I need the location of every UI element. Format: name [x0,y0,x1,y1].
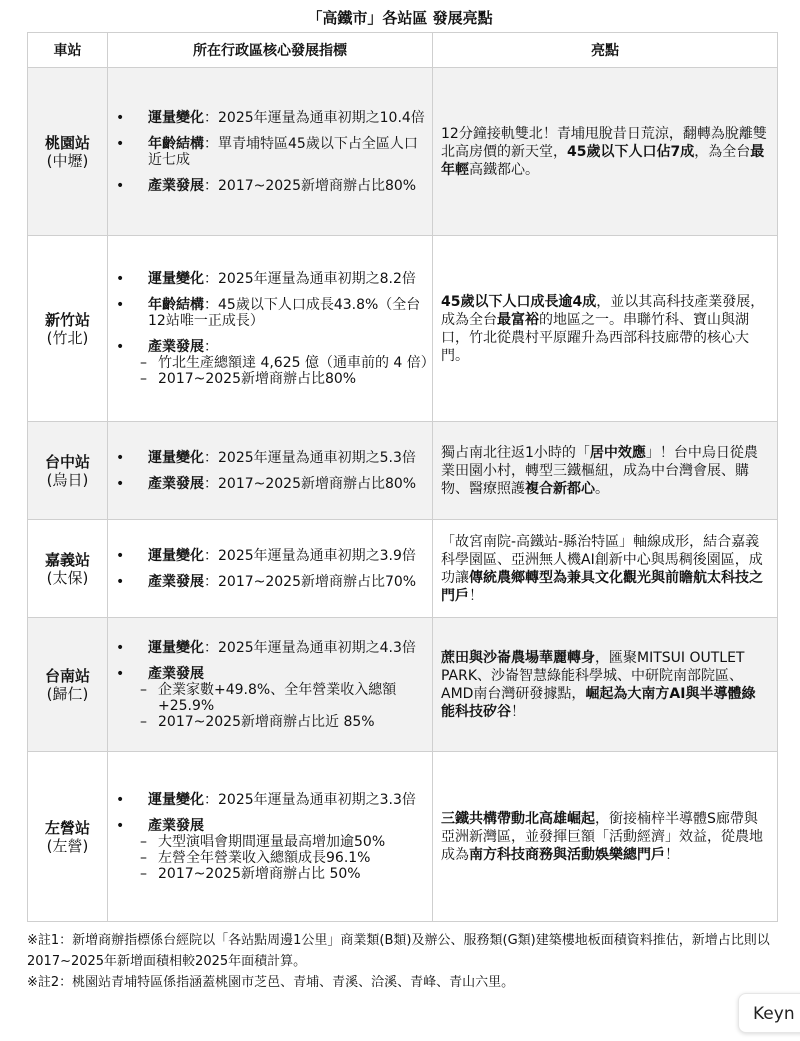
indicator-label: 產業發展 [148,476,204,492]
highlight-bold-text: 傳統農鄉轉型為兼具文化觀光與前瞻航太科技之門戶 [441,569,763,604]
highlight-bold-text: 南方科技商務與活動娛樂總門戶 [469,846,665,863]
table-row [28,752,778,922]
highlight-text: ，並以其高科技產業發展，成為全台 [441,293,765,328]
indicator-sub-item: – 2017~2025新增商辦占比80% [136,371,428,387]
indicator-sub-item: – 竹北生產總額達 4,625 億（通車前的 4 倍） [136,355,428,371]
indicator-label: 運量變化 [148,640,204,656]
station-cell [28,422,108,520]
header-highlights: 亮點 [433,33,778,68]
indicator-text: ：2025年運量為通車初期之3.3倍 [204,792,416,808]
station-district: (中壢) [46,151,89,170]
indicator-text: ：單青埔特區45歲以下占全區人口近七成 [148,136,418,168]
station-district: (烏日) [46,470,89,489]
footnotes [27,930,779,993]
indicator-sub-list [148,682,428,730]
indicator-sub-list [148,355,435,387]
highlight-text: ！ [469,587,483,604]
indicator-text: ： [204,339,218,355]
highlight-text: 12分鐘接軌雙北！青埔甩脫昔日荒涼，翻轉為脫離雙北高房價的新天堂， [441,125,767,160]
table-row [28,68,778,236]
highlight-text: ！ [665,846,679,863]
indicator-list [108,110,428,194]
indicator-sub-item: – 企業家數+49.8%、全年營業收入總額+25.9% [136,682,428,714]
indicator-sub-list [148,834,428,882]
indicator-list [108,548,428,590]
highlight-text: 」！台中烏日從農業田園小村，轉型三鐵樞紐，成為中台灣會展、購物、醫療照護 [441,444,758,497]
highlight-cell [433,618,778,752]
indicator-label: 運量變化 [148,792,204,808]
table-row [28,236,778,422]
indicator-item [108,548,428,564]
header-station: 車站 [28,33,108,68]
highlight-bold-text: 45歲以下人口成長逾4成 [441,293,597,310]
indicator-item [108,818,428,882]
indicator-text: ：2017~2025新增商辦占比80% [204,476,417,492]
page-title: 「高鐵市」各站區 發展亮點 [307,9,493,27]
indicator-item [108,136,428,168]
indicator-item [108,178,428,194]
indicator-label: 產業發展 [148,178,204,194]
indicator-label: 產業發展 [148,574,204,590]
indicator-text: ：2025年運量為通車初期之10.4倍 [204,110,425,126]
station-district: (左營) [46,836,89,855]
indicator-sub-item: – 2017~2025新增商辦占比近 85% [136,714,428,730]
indicator-list [108,450,428,492]
indicators-cell [108,752,433,922]
highlight-text: 獨占南北往返1小時的「 [441,444,590,461]
highlight-cell [433,422,778,520]
indicator-item [108,574,428,590]
highlight-text: ，銜接楠梓半導體S廊帶與亞洲新灣區，並發揮巨額「活動經濟」效益，從農地成為 [441,810,763,863]
indicators-cell [108,68,433,236]
table-row [28,422,778,520]
indicator-list [108,792,428,882]
highlight-text: 高鐵都心。 [469,161,539,178]
indicator-item [108,339,435,387]
station-name: 桃園站 [44,133,90,152]
highlight-bold-text: 居中效應 [589,444,646,461]
indicator-label: 運量變化 [148,110,204,126]
station-highlights-table [27,32,778,922]
highlight-cell [433,236,778,422]
indicators-cell [108,520,433,618]
station-name: 新竹站 [44,310,90,329]
highlight-cell [433,520,778,618]
indicator-label: 產業發展 [148,818,204,834]
highlight-text: 。 [595,480,609,497]
header-indicators: 所在行政區核心發展指標 [108,33,433,68]
station-name: 左營站 [44,818,90,837]
station-name: 台中站 [44,452,90,471]
indicator-label: 年齡結構 [148,297,204,313]
highlight-text: ，為全台 [694,143,751,160]
indicator-text: ：2017~2025新增商辦占比70% [204,574,417,590]
highlight-text: ，匯聚MITSUI OUTLET PARK、沙崙智慧綠能科學城、中研院南部院區、AMD南台灣研發據點， [441,649,745,702]
indicator-text: ：2025年運量為通車初期之5.3倍 [204,450,416,466]
indicator-list [108,640,428,730]
indicator-label: 運量變化 [148,450,204,466]
indicators-cell [108,618,433,752]
highlight-bold-text: 複合新都心 [525,480,595,497]
indicator-item [108,476,428,492]
highlight-text: 的地區之一。串聯竹科、寶山與湖口，竹北從農村平原躍升為西部科技廊帶的核心大門。 [441,311,749,364]
highlight-text: ！ [511,703,525,720]
highlight-bold-text: 最富裕 [497,311,539,328]
indicator-label: 產業發展 [148,339,204,355]
indicator-item [108,666,428,730]
station-district: (太保) [46,568,89,587]
indicator-label: 產業發展 [148,666,204,682]
indicators-cell [108,422,433,520]
highlight-bold-text: 45歲以下人口佔7成 [567,143,695,160]
indicator-text: ：2025年運量為通車初期之8.2倍 [204,271,416,287]
station-cell [28,752,108,922]
station-district: (竹北) [46,328,89,347]
indicator-label: 年齡結構 [148,136,204,152]
keynote-tab[interactable]: Keyn [738,993,800,1033]
indicator-text: ：2025年運量為通車初期之4.3倍 [204,640,416,656]
indicator-sub-item: – 大型演唱會期間運量最高增加逾50% [136,834,428,850]
indicator-item [108,792,428,808]
table-row [28,520,778,618]
indicators-cell [108,236,433,422]
station-cell [28,618,108,752]
highlight-bold-text: 最年輕 [441,143,765,178]
indicator-list [108,271,435,387]
station-cell [28,520,108,618]
indicator-item [108,297,428,329]
highlight-bold-text: 三鐵共構帶動北高雄崛起 [441,810,595,827]
indicator-text: ：2017~2025新增商辦占比80% [204,178,417,194]
table-row [28,618,778,752]
indicator-label: 運量變化 [148,548,204,564]
footnote-1: ※註1：新增商辦指標係台經院以「各站點周邊1公里」商業類(B類)及辦公、服務類(G類)建築樓地板面積資料推估，新增占比則以2017~2025年新增面積相較2025年面積計算。 [27,933,770,969]
station-name: 嘉義站 [44,550,90,569]
indicator-item [108,640,428,656]
highlight-text: 「故宮南院-高鐵站-縣治特區」軸線成形，結合嘉義科學園區、亞洲無人機AI創新中心與馬稠後園區，成功讓 [441,533,763,586]
indicator-sub-item: – 2017~2025新增商辦占比 50% [136,866,428,882]
indicator-text: ：2025年運量為通車初期之3.9倍 [204,548,416,564]
station-cell [28,68,108,236]
station-name: 台南站 [44,666,90,685]
indicator-item [108,450,428,466]
highlight-bold-text: 崛起為大南方AI與半導體綠能科技矽谷 [441,685,756,720]
indicator-text: ：45歲以下人口成長43.8%（全台12站唯一正成長） [148,297,421,329]
station-district: (歸仁) [46,684,89,703]
indicator-label: 運量變化 [148,271,204,287]
station-cell [28,236,108,422]
highlight-cell [433,752,778,922]
indicator-item [108,271,428,287]
highlight-bold-text: 蔗田與沙崙農場華麗轉身 [441,649,595,666]
footnote-2: ※註2：桃園站青埔特區係指涵蓋桃園市芝邑、青埔、青溪、洽溪、青峰、青山六里。 [27,975,515,990]
indicator-sub-item: – 左營全年營業收入總額成長96.1% [136,850,428,866]
indicator-item [108,110,428,126]
highlight-cell [433,68,778,236]
table-header-row [28,33,778,68]
